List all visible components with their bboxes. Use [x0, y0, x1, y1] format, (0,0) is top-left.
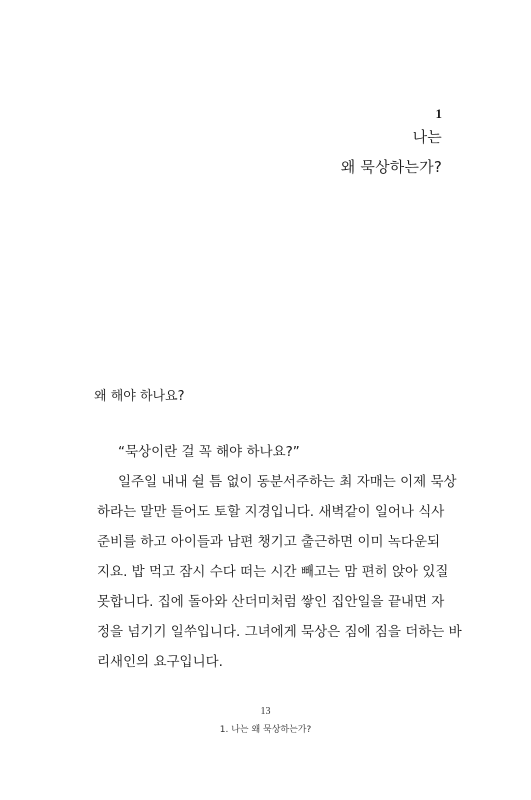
- chapter-number: 1: [435, 106, 442, 121]
- running-footer: 1. 나는 왜 묵상하는가?: [219, 725, 312, 735]
- body-line: 일주일 내내 쉴 틈 없이 동분서주하는 최 자매는 이제 묵상: [118, 474, 457, 490]
- page-number: 13: [260, 706, 271, 717]
- body-line: 못합니다. 집에 돌아와 산더미처럼 쌓인 집안일을 끝내면 자: [97, 594, 445, 610]
- chapter-title-line-2: 왜 묵상하는가?: [340, 158, 442, 176]
- body-line: 준비를 하고 아이들과 남편 챙기고 출근하면 이미 녹다운되: [97, 534, 441, 550]
- body-line: 지요. 밥 먹고 잠시 수다 떠는 시간 빼고는 맘 편히 앉아 있질: [97, 564, 449, 580]
- body-line: 정을 넘기기 일쑤입니다. 그녀에게 묵상은 짐에 짐을 더하는 바: [97, 624, 462, 640]
- body-quote: “묵상이란 걸 꼭 해야 하나요?”: [118, 444, 300, 460]
- section-heading: 왜 해야 하나요?: [94, 389, 185, 404]
- body-line: 리새인의 요구입니다.: [97, 654, 223, 670]
- chapter-title-line-1: 나는: [412, 128, 442, 146]
- body-line: 하라는 말만 들어도 토할 지경입니다. 새벽같이 일어나 식사: [97, 504, 445, 520]
